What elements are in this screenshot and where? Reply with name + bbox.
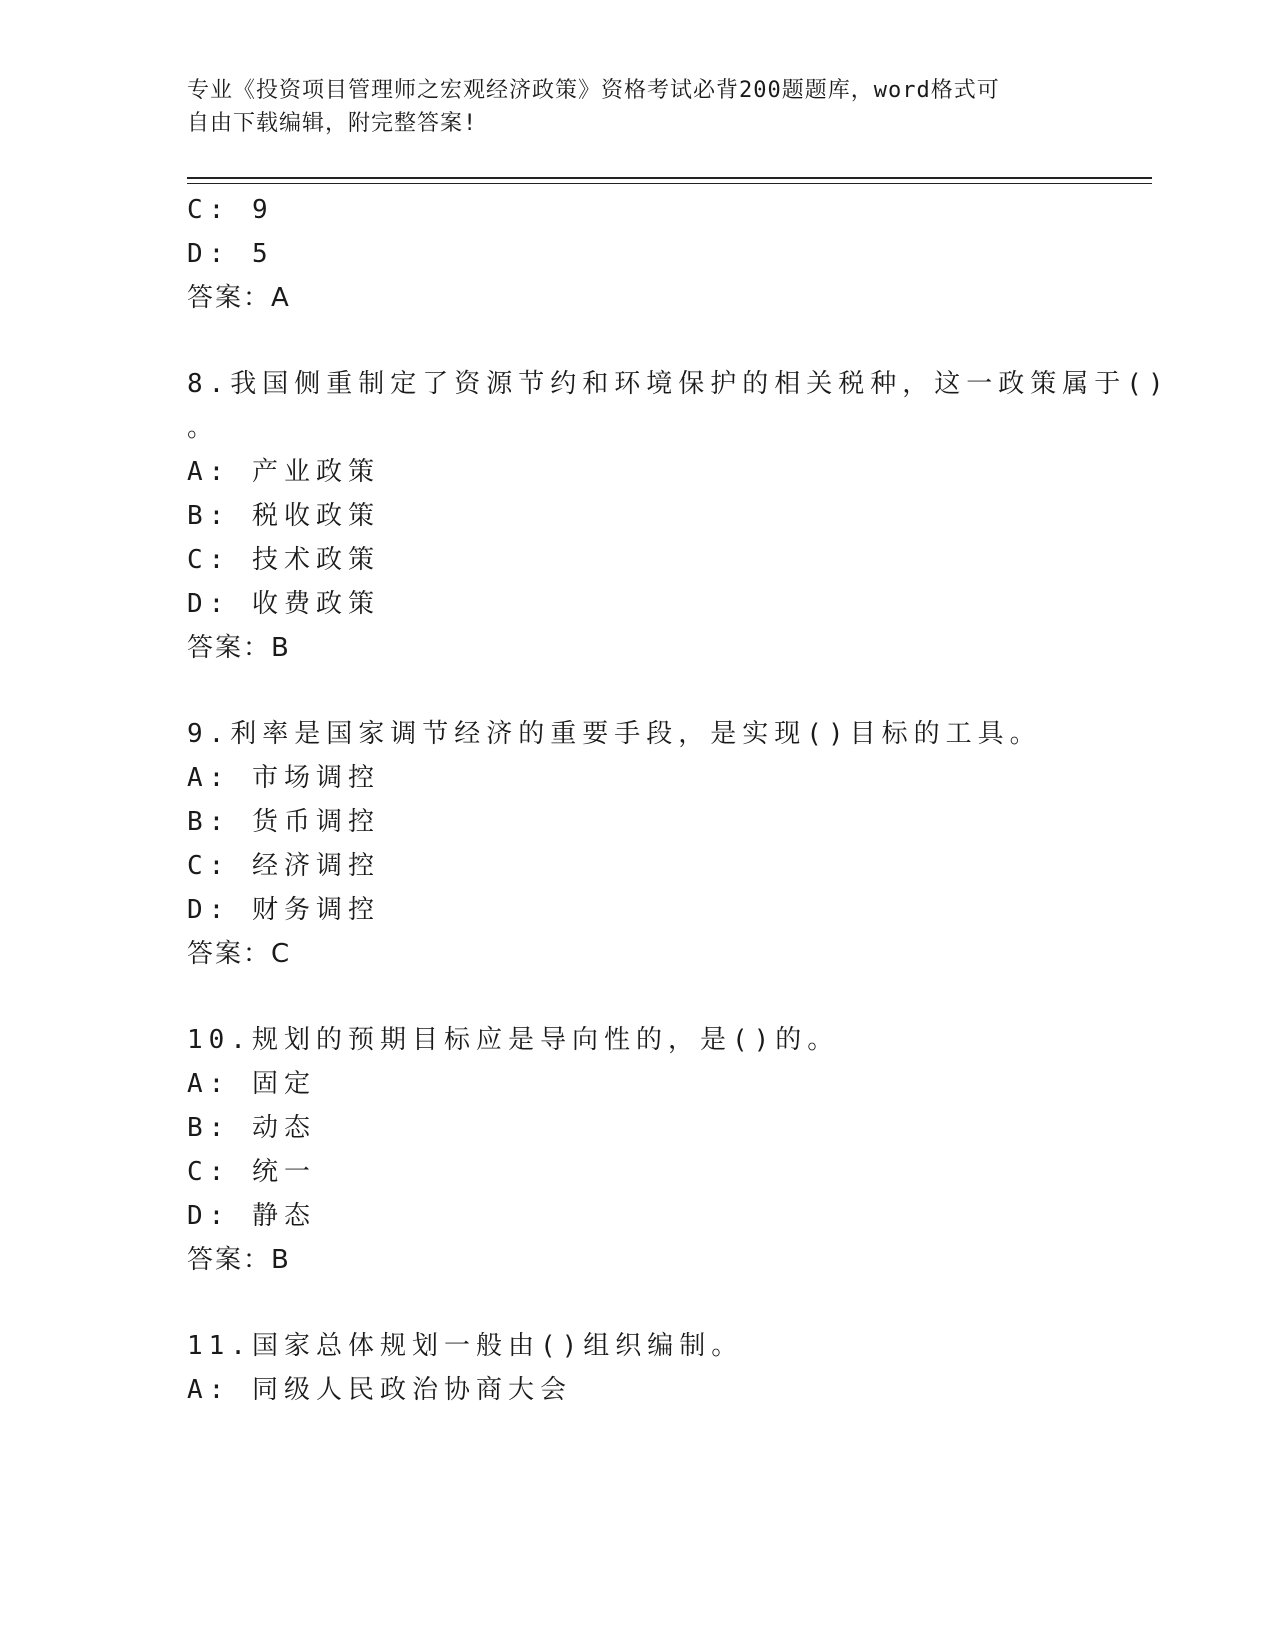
q10-option-a: A: 固定 (187, 1069, 316, 1099)
q11-stem: 11.国家总体规划一般由()组织编制。 (187, 1331, 744, 1361)
q9-option-a: A: 市场调控 (187, 763, 380, 793)
prev-option-c: C: 9 (187, 195, 274, 225)
prev-option-d: D: 5 (187, 239, 274, 269)
q9-answer: 答案：C (187, 939, 292, 969)
header-title-line2: 自由下载编辑，附完整答案! (187, 111, 478, 136)
q10-answer: 答案：B (187, 1245, 291, 1275)
q11-option-a: A: 同级人民政治协商大会 (187, 1375, 572, 1405)
q8-option-c: C: 技术政策 (187, 545, 380, 575)
q10-option-b: B: 动态 (187, 1113, 316, 1143)
q8-option-b: B: 税收政策 (187, 501, 380, 531)
q8-stem-continued: 。 (187, 413, 220, 443)
prev-answer: 答案：A (187, 283, 291, 313)
q8-option-a: A: 产业政策 (187, 457, 380, 487)
q9-option-d: D: 财务调控 (187, 895, 380, 925)
q8-option-d: D: 收费政策 (187, 589, 380, 619)
header-rule-thick (187, 177, 1152, 179)
q9-option-b: B: 货币调控 (187, 807, 380, 837)
header-title-line1: 专业《投资项目管理师之宏观经济政策》资格考试必背200题题库，word格式可 (187, 78, 1000, 103)
q10-stem: 10.规划的预期目标应是导向性的，是()的。 (187, 1025, 840, 1055)
q8-stem: 8.我国侧重制定了资源节约和环境保护的相关税种，这一政策属于() (187, 369, 1170, 399)
q9-stem: 9.利率是国家调节经济的重要手段，是实现()目标的工具。 (187, 719, 1042, 749)
q8-answer: 答案：B (187, 633, 291, 663)
q9-option-c: C: 经济调控 (187, 851, 380, 881)
header-rule-thin (187, 183, 1152, 184)
document-header (187, 74, 1067, 140)
q10-option-c: C: 统一 (187, 1157, 316, 1187)
q10-option-d: D: 静态 (187, 1201, 316, 1231)
